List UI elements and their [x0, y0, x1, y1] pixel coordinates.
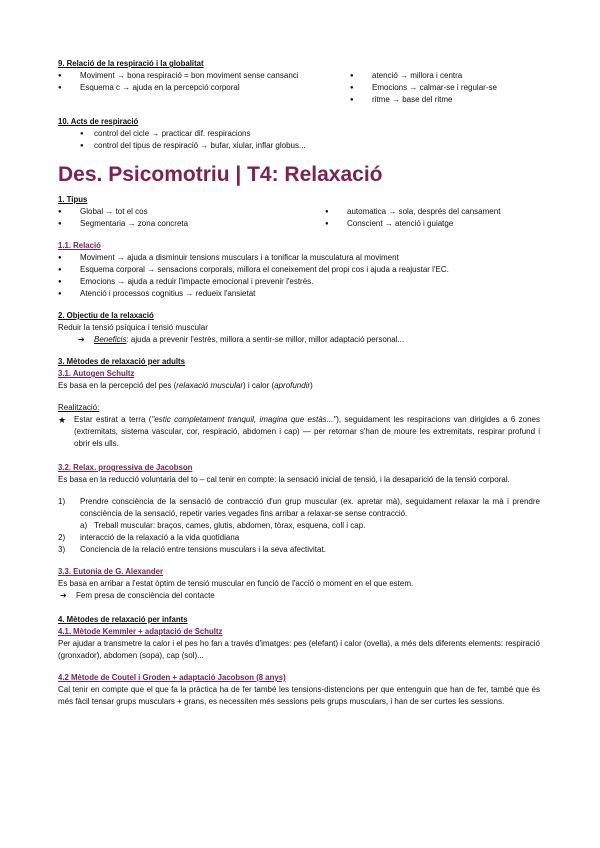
- list-item: ● Esquema c → ajuda en la percepció corporal: [58, 82, 350, 94]
- section-1-1: [58, 240, 540, 300]
- list-item: ● Emocions → ajuda a reduir l'impacte emocional i prevenir l'estrès.: [58, 276, 540, 288]
- section-3-1-heading: 3.1. Autogen Schultz: [58, 369, 135, 378]
- list-item: ● Global → tot el cos: [58, 206, 325, 218]
- list-item: ● Esquema corporal → sensacions corporals, millora el coneixement del propi cos i ajuda a reajustar l'EC.: [58, 264, 540, 276]
- section-3-3-heading: 3.3. Eutonia de G. Alexander: [58, 567, 163, 576]
- list-item: ● atenció → millora i centra: [350, 70, 540, 82]
- section-3: [58, 356, 540, 602]
- step-item: 1) Prendre consciència de la sensació de contracció d'un grup muscular (ex. apretar mà), seguidament relaxar la mà i prendre consciència de la sensació, repetir varies vegades fins arribar a relaxar-se sense contracció.: [58, 497, 540, 518]
- section-4-1-heading: 4.1. Mètode Kemmler + adaptació de Schultz: [58, 627, 223, 636]
- benefit-text: : ajuda a prevenir l'estrès, millora a sentir-se millor, millor adaptació personal...: [126, 335, 405, 344]
- step-item: 2) interacció de la relaxació a la vida quotidiana: [58, 533, 240, 542]
- list-item: ● Moviment → bona respiració = bon moviment sense cansanci: [58, 70, 350, 82]
- section-3-heading: 3. Mètodes de relaxació per adults: [58, 357, 185, 366]
- section-3-1-text: Es basa en la percepció del pes (relaxació muscular) i calor (aprofundir): [58, 381, 313, 390]
- section-1-1-heading: 1.1. Relació: [58, 241, 101, 250]
- section-1: [58, 194, 540, 230]
- section-2-heading: 2. Objectiu de la relaxació: [58, 311, 154, 320]
- list-item: ● Moviment → ajuda a disminuir tensions musculars i a tonificar la musculatura al moviment: [58, 252, 540, 264]
- benefit-line: [78, 334, 540, 346]
- section-2: [58, 310, 540, 346]
- list-item: ● Conscient → atenció i guiatge: [325, 218, 540, 230]
- list-item: ● ritme → base del ritme: [350, 94, 540, 106]
- benefit-label: Beneficis: [94, 335, 127, 344]
- section-10-heading: 10. Acts de respiració: [58, 117, 139, 126]
- list-item: ● control del cicle → practicar dif. respiracions: [58, 128, 540, 140]
- page-title: Des. Psicomotriu | T4: Relaxació: [58, 163, 383, 186]
- section-10: [58, 116, 540, 152]
- section-4-2-heading: 4.2 Mètode de Coutel i Groden + adaptació Jacobson (8 anys): [58, 673, 286, 682]
- list-item: ● automatica → sola, després del cansament: [325, 206, 540, 218]
- section-4-heading: 4. Mètodes de relaxació per infants: [58, 615, 188, 624]
- section-3-3-text: Es basa en arribar a l'estat òptim de tensió muscular en funció de l'acció o moment en el que estem.: [58, 579, 414, 588]
- list-item: ● control del tipus de respiració → bufar, xiular, inflar globus...: [58, 140, 540, 152]
- section-2-text: Reduir la tensió psíquica i tensió muscular: [58, 323, 208, 332]
- section-4-1-text: Per ajudar a transmetre la calor i el pes ho fan a través d'imatges: pes (elefant) i calor (ovella), a més dels diferents elements: respiració (gronxador), abdomen (sopa), cap (sol)...: [58, 639, 540, 660]
- step-subitem: a) Treball muscular: braços, cames, glutis, abdomen, tòrax, esquena, coll i cap.: [80, 521, 366, 530]
- section-9: [58, 58, 540, 106]
- section-4: [58, 614, 540, 708]
- list-item: ● Emocions → calmar-se i regular-se: [350, 82, 540, 94]
- section-3-2-heading: 3.2. Relax. progressiva de Jacobson: [58, 463, 193, 472]
- section-1-heading: 1. Tipus: [58, 195, 88, 204]
- list-item: ● Atenció i processos cognitius → redueix l'ansietat: [58, 288, 540, 300]
- realitzacio-label: Realització:: [58, 403, 100, 412]
- list-item: ● Segmentaria → zona concreta: [58, 218, 325, 230]
- section-4-2-text: Cal tenir en compte que el que fa la pràctica ha de fer també les tensions-distencions per que entenguin que han de fer, també que és més fàcil tensar grups musculars + grans, es necessiten més sessions pels grups musculars, i han de ser curtes les sessions.: [58, 685, 540, 706]
- step-item: 3) Conciencia de la relació entre tensions musculars i la seva afectivitat.: [58, 545, 326, 554]
- realitzacio-text: ★ Estar estirat a terra ("estic completament tranquil, imagina que estàs..."), seguidament les respiracions van dirigides a 6 zones (extremitats, sistema vascular, cor, respiració, abdomen i cap) — per retornar s'han de moure les extremitats, respirar profund i obrir els ulls.: [58, 414, 540, 450]
- section-9-heading: 9. Relació de la respiració i la globalitat: [58, 59, 204, 68]
- section-3-3-arrow: ➔ Fem presa de consciència del contacte: [60, 590, 540, 602]
- section-3-2-text: Es basa en la reducció voluntaria del to – cal tenir en compte: la sensació inicial de tensió, i la desaparició de la tensió corporal.: [58, 475, 510, 484]
